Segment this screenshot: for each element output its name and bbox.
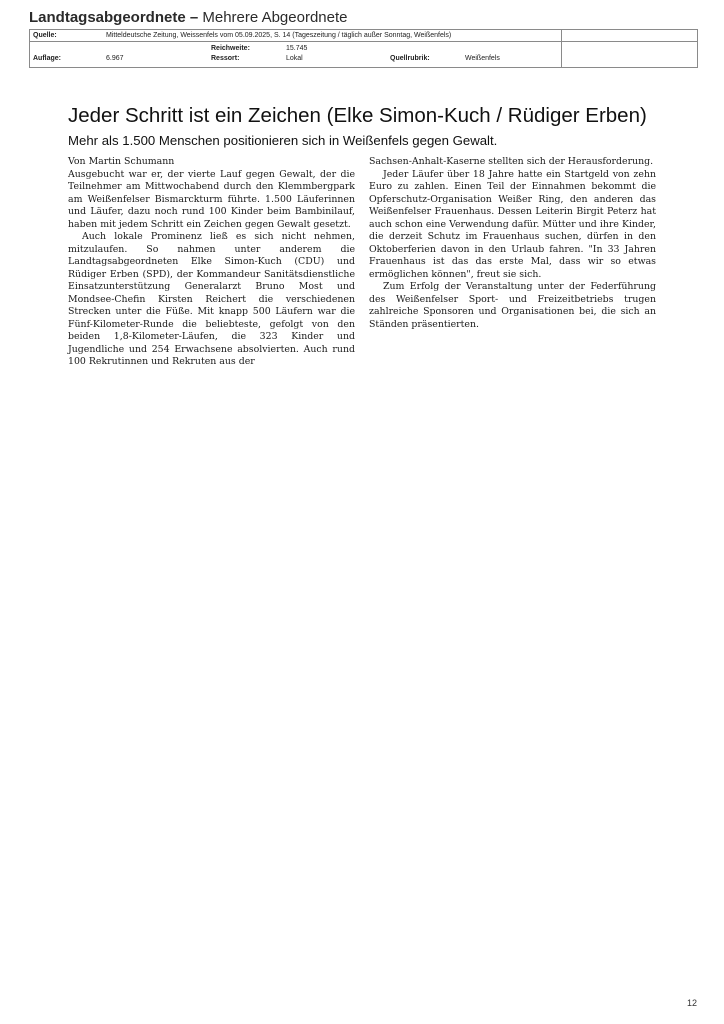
- page-header-title: [29, 9, 347, 26]
- meta-divider-vertical: [561, 30, 562, 67]
- article-paragraph: Zum Erfolg der Veranstaltung unter der Federführung des Weißenfelser Sport- und Freizeitbetriebs trugen zahlreiche Sponsoren und Organisationen bei, die sich an Ständen präsentierten.: [369, 281, 656, 330]
- article-headline: Jeder Schritt ist ein Zeichen (Elke Simon-Kuch / Rüdiger Erben): [68, 104, 647, 127]
- article-paragraph: Sachsen-Anhalt-Kaserne stellten sich der Herausforderung.: [369, 156, 654, 167]
- article-paragraph: Jeder Läufer über 18 Jahre hatte ein Startgeld von zehn Euro zu zahlen. Einen Teil der Einnahmen bekommt die Opferschutz-Organisation Weißer Ring, den anderen das Weißenfelser Frauenhaus. Dessen Leiterin Birgit Peterz hat auch schon eine Verwendung dafür. Mütter und ihre Kinder, die derzeit Schutz im Frauenhaus suchen, dürfen in den Oktoberferien davon in den Urlaub fahren. "In 33 Jahren Frauenhaus ist das das erste Mal, dass wir so etwas ermöglichen können", freut sie sich.: [369, 168, 656, 280]
- header-title-rest: Mehrere Abgeordnete: [202, 9, 348, 26]
- reichweite-value: 15.745: [286, 45, 308, 52]
- quellrubrik-value: Weißenfels: [465, 55, 500, 62]
- quelle-label: Quelle:: [33, 32, 57, 39]
- article-byline: Von Martin Schumann: [68, 156, 175, 167]
- header-title-separator: –: [185, 9, 203, 26]
- auflage-value: 6.967: [106, 55, 124, 62]
- auflage-label: Auflage:: [33, 55, 61, 62]
- meta-divider-horizontal: [30, 41, 697, 42]
- quellrubrik-label: Quellrubrik:: [390, 55, 430, 62]
- reichweite-label: Reichweite:: [211, 45, 250, 52]
- quelle-value: Mitteldeutsche Zeitung, Weissenfels vom 05.09.2025, S. 14 (Tageszeitung / täglich außer Sonntag, Weißenfels): [106, 32, 452, 39]
- source-metadata-table: [29, 29, 698, 68]
- header-title-main: Landtagsabgeordnete: [29, 9, 186, 26]
- article-column-left: [68, 156, 355, 369]
- article-paragraph: Auch lokale Prominenz ließ es sich nicht nehmen, mitzulaufen. So nahmen unter anderem die Landtagsabgeordneten Elke Simon-Kuch (CDU) und Rüdiger Erben (SPD), der Kommandeur Sanitätsdienstliche Einsatzunterstützung Generalarzt Bruno Most und Mondsee-Chefin Kirsten Reichert die verschiedenen Strecken unter die Füße. Mit knapp 500 Läufern war die Fünf-Kilometer-Runde die beliebteste, gefolgt von den beiden 1,8-Kilometer-Läufen, die 323 Kinder und Jugendliche und 254 Erwachsene absolvierten. Auch rund 100 Rekrutinnen und Rekruten aus der: [68, 231, 355, 367]
- ressort-label: Ressort:: [211, 55, 240, 62]
- article-subheadline: Mehr als 1.500 Menschen positionieren sich in Weißenfels gegen Gewalt.: [68, 133, 498, 148]
- page-number: 12: [686, 998, 697, 1008]
- article-column-right: [369, 156, 656, 331]
- ressort-value: Lokal: [286, 55, 303, 62]
- article-paragraph: Ausgebucht war er, der vierte Lauf gegen Gewalt, der die Teilnehmer am Mittwochabend durch den Klemmbergpark am Weißenfelser Bismarckturm führte. 1.500 Läuferinnen und Läufer, dazu noch rund 100 Kinder beim Bambinilauf, haben mit jedem Schritt ein Zeichen gegen Gewalt gesetzt.: [68, 168, 355, 230]
